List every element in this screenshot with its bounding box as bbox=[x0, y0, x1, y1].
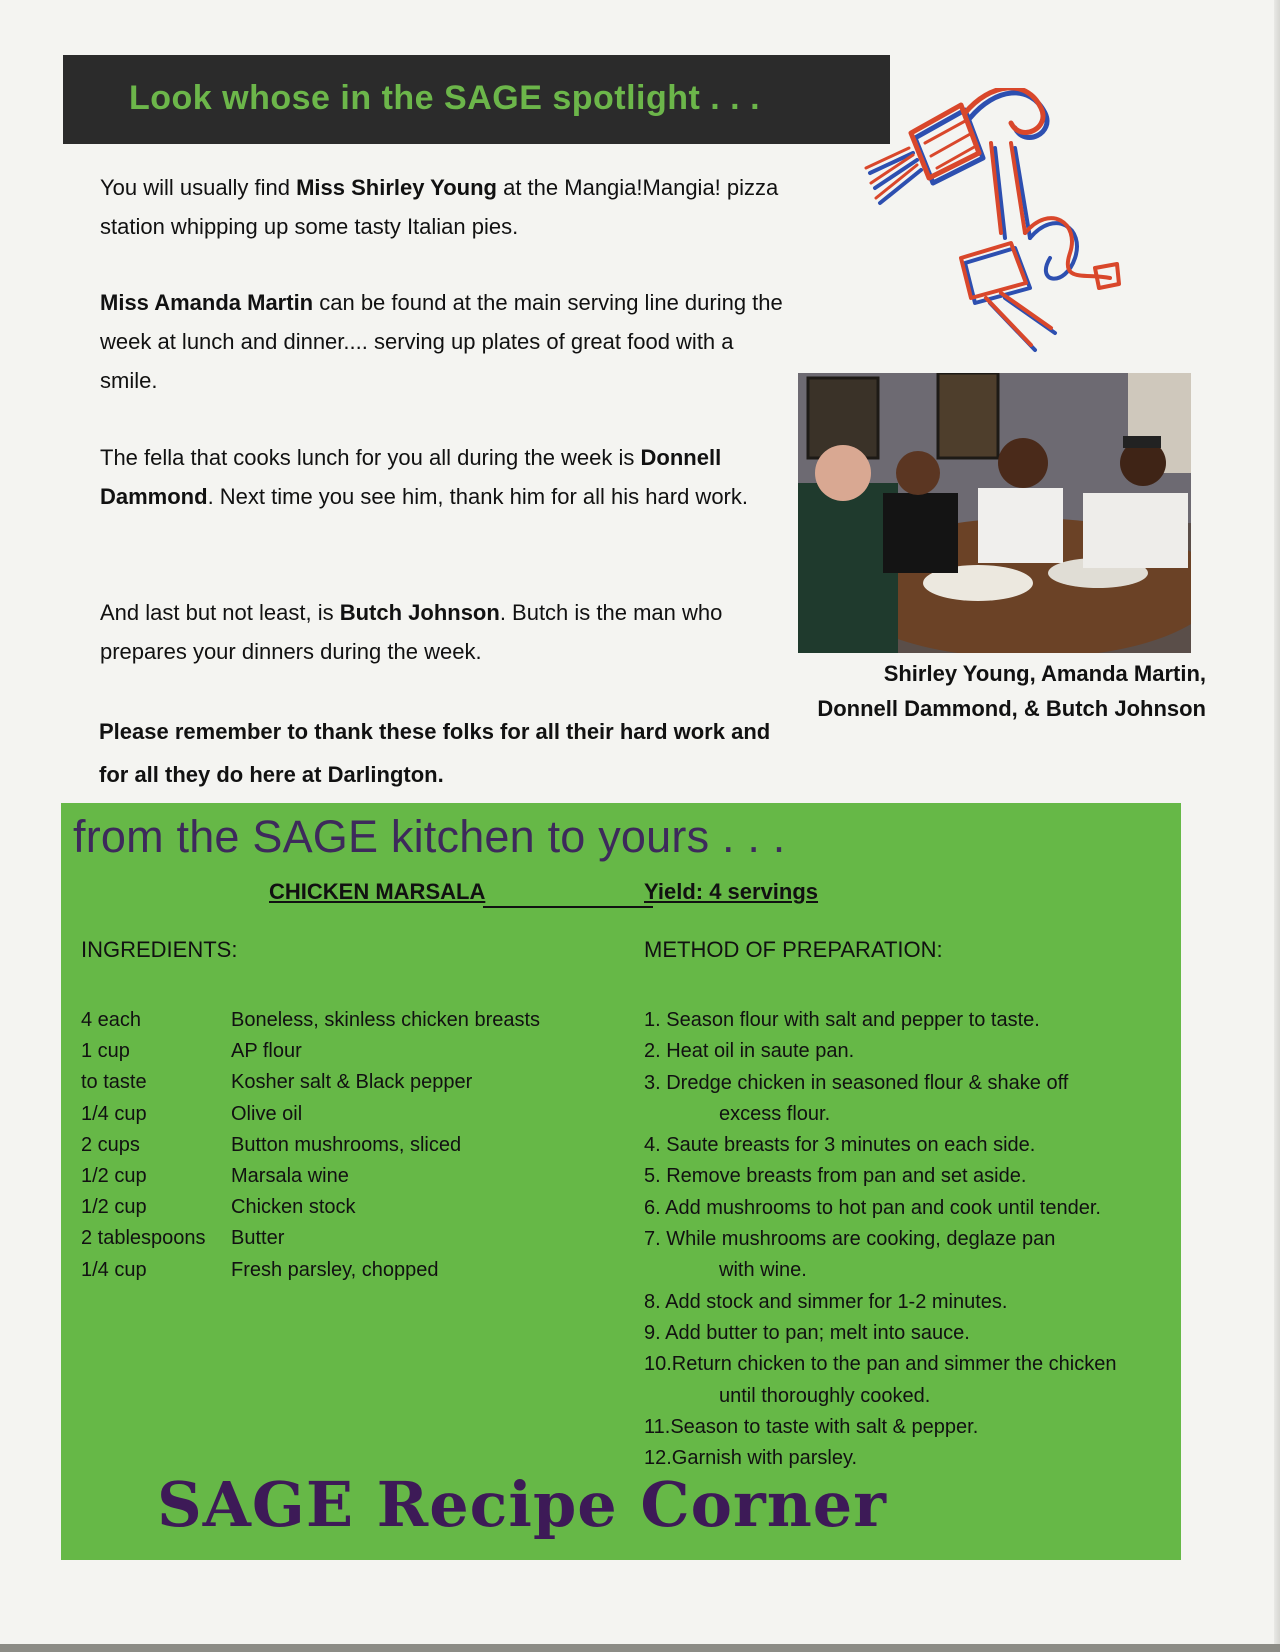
method-heading: METHOD OF PREPARATION: bbox=[644, 937, 943, 962]
spotlight-paragraph-4 bbox=[100, 593, 790, 671]
method-step bbox=[644, 1412, 1164, 1443]
person-name: Butch Johnson bbox=[339, 600, 500, 625]
recipe-name: CHICKEN MARSALA bbox=[269, 879, 486, 904]
method-step bbox=[644, 1349, 1164, 1412]
paragraph-text: at the Mangia!Mangia! pizza station whipping up some tasty Italian pies. bbox=[100, 175, 779, 239]
page-bottom-edge bbox=[0, 1644, 1280, 1652]
ingredient-name: Button mushrooms, sliced bbox=[231, 1133, 462, 1156]
step-text: 8. Add stock and simmer for 1-2 minutes. bbox=[644, 1290, 1008, 1313]
kitchen-title: from the SAGE kitchen to yours . . . bbox=[73, 811, 786, 862]
step-text: 7. While mushrooms are cooking, deglaze pan bbox=[644, 1228, 1056, 1251]
spotlight-lamp-icon bbox=[855, 88, 1135, 363]
ingredient-quantity: 4 each bbox=[81, 1009, 142, 1031]
method-step bbox=[644, 1193, 1164, 1224]
step-text: 1. Season flour with salt and pepper to taste. bbox=[644, 1009, 1040, 1031]
recipe-yield: Yield: 4 servings bbox=[644, 879, 819, 904]
ingredient-name: Olive oil bbox=[231, 1102, 303, 1125]
step-text: 5. Remove breasts from pan and set aside. bbox=[644, 1165, 1027, 1188]
step-text: 11.Season to taste with salt & pepper. bbox=[644, 1415, 979, 1438]
step-continuation: with wine. bbox=[719, 1259, 807, 1282]
closing-note: Please remember to thank these folks for all their hard work and for all they do here at Darlington. bbox=[99, 719, 771, 787]
step-continuation: until thoroughly cooked. bbox=[719, 1384, 931, 1407]
ingredient-name: AP flour bbox=[231, 1040, 302, 1063]
person-name: Donnell Dammond bbox=[100, 445, 722, 509]
ingredient-quantity: 1 cup bbox=[81, 1040, 130, 1063]
step-text: 2. Heat oil in saute pan. bbox=[644, 1040, 855, 1063]
ingredient-quantity: to taste bbox=[81, 1071, 147, 1094]
step-text: 6. Add mushrooms to hot pan and cook until tender. bbox=[644, 1196, 1101, 1219]
step-continuation: excess flour. bbox=[719, 1102, 831, 1125]
spotlight-paragraph-3 bbox=[100, 438, 790, 516]
method-step bbox=[644, 1224, 1164, 1287]
ingredient-name: Boneless, skinless chicken breasts bbox=[231, 1009, 541, 1031]
person-name: Miss Shirley Young bbox=[296, 175, 497, 200]
spotlight-paragraph-1 bbox=[100, 168, 790, 246]
step-text: 12.Garnish with parsley. bbox=[644, 1447, 858, 1470]
paragraph-text: can be found at the main serving line during the week at lunch and dinner.... serving up plates of great food with a smile. bbox=[100, 290, 783, 393]
method-step bbox=[644, 1287, 1164, 1318]
method-step bbox=[644, 1068, 1164, 1131]
person-name: Miss Amanda Martin bbox=[100, 290, 314, 315]
banner-title: Look whose in the SAGE spotlight . . . bbox=[129, 79, 761, 117]
ingredient-quantity: 1/4 cup bbox=[81, 1102, 147, 1125]
method-step bbox=[644, 1130, 1164, 1161]
paragraph-text: And last but not least, is bbox=[100, 600, 340, 625]
paragraph-text: . Next time you see him, thank him for all his hard work. bbox=[207, 484, 748, 509]
spotlight-paragraph-2 bbox=[100, 283, 790, 400]
staff-photo bbox=[798, 373, 1191, 653]
step-text: 9. Add butter to pan; melt into sauce. bbox=[644, 1321, 970, 1344]
ingredient-name: Chicken stock bbox=[231, 1196, 356, 1219]
ingredient-name: Kosher salt & Black pepper bbox=[231, 1071, 473, 1094]
ingredients-heading: INGREDIENTS: bbox=[81, 937, 238, 962]
paragraph-text: . Butch is the man who prepares your dinners during the week. bbox=[100, 600, 723, 664]
step-text: 4. Saute breasts for 3 minutes on each side. bbox=[644, 1134, 1036, 1157]
ingredient-name: Fresh parsley, chopped bbox=[231, 1258, 439, 1281]
paragraph-text: The fella that cooks lunch for you all during the week is bbox=[100, 445, 641, 470]
paragraph-text: You will usually find bbox=[100, 175, 297, 200]
step-text: 10.Return chicken to the pan and simmer the chicken bbox=[644, 1353, 1117, 1376]
ingredient-quantity: 1/2 cup bbox=[81, 1196, 147, 1219]
caption-line: Donnell Dammond, & Butch Johnson bbox=[817, 696, 1206, 721]
recipe-name-rule bbox=[483, 906, 653, 908]
method-step bbox=[644, 1161, 1164, 1192]
method-step bbox=[644, 1318, 1164, 1349]
method-step bbox=[644, 1036, 1164, 1067]
page-edge bbox=[1274, 0, 1280, 1652]
ingredient-quantity: 1/2 cup bbox=[81, 1164, 147, 1187]
ingredient-quantity: 1/4 cup bbox=[81, 1258, 147, 1281]
recipe-panel bbox=[61, 803, 1181, 1560]
method-step bbox=[644, 1005, 1164, 1036]
caption-line: Shirley Young, Amanda Martin, bbox=[883, 661, 1206, 686]
ingredient-name: Butter bbox=[231, 1227, 285, 1250]
recipe-corner-title: SAGE Recipe Corner bbox=[157, 1468, 887, 1541]
ingredient-name: Marsala wine bbox=[231, 1164, 349, 1187]
photo-caption bbox=[780, 656, 1206, 726]
ingredient-quantity: 2 cups bbox=[81, 1133, 140, 1156]
spotlight-banner bbox=[63, 55, 890, 144]
step-text: 3. Dredge chicken in seasoned flour & shake off bbox=[644, 1071, 1069, 1094]
method-steps bbox=[644, 1005, 1164, 1474]
ingredient-quantity: 2 tablespoons bbox=[81, 1227, 206, 1250]
